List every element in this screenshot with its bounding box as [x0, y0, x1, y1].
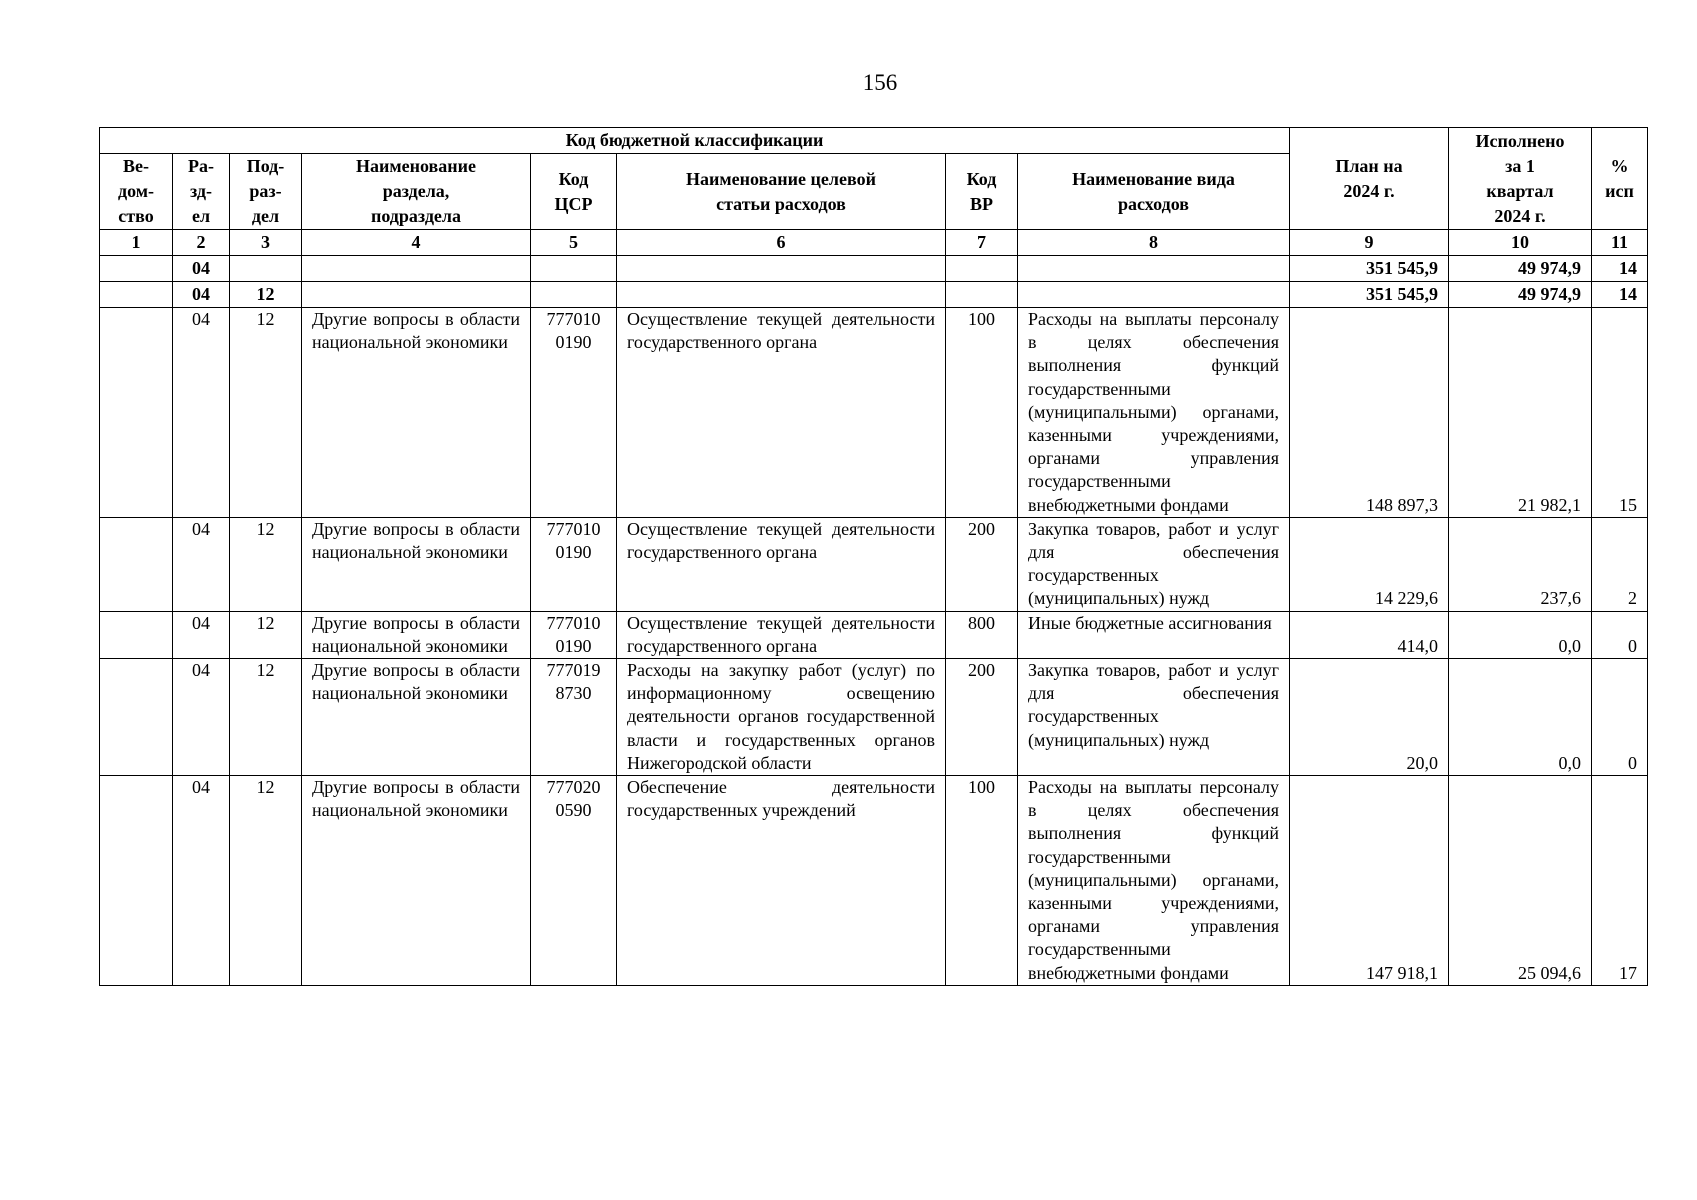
header-line: Ра-	[188, 156, 214, 176]
vr-cell	[946, 282, 1018, 308]
done-cell: 21 982,1	[1449, 308, 1592, 518]
header-plan	[1290, 128, 1449, 230]
column-number: 2	[173, 230, 230, 256]
header-plan-line: 2024 г.	[1343, 180, 1395, 201]
header-line: дом-	[117, 181, 155, 201]
section-name-cell: Другие вопросы в области национальной экономики	[302, 308, 531, 518]
header-line: ЦСР	[554, 193, 593, 214]
column-numbers-row	[100, 230, 1648, 256]
header-line: раз-	[249, 181, 282, 201]
header-percent	[1592, 128, 1648, 230]
vedomstvo-cell	[100, 308, 173, 518]
header-line: Наименование	[356, 156, 476, 176]
header-line: Код	[966, 168, 997, 189]
razdel-cell: 04	[173, 308, 230, 518]
csr-part: 777019	[546, 660, 601, 681]
razdel-cell: 04	[173, 282, 230, 308]
header-podrazdel	[230, 154, 302, 230]
header-line: зд-	[189, 181, 212, 201]
csr-part: 0590	[555, 800, 592, 821]
column-number: 3	[230, 230, 302, 256]
csr-cell	[531, 256, 617, 282]
razdel-cell: 04	[173, 517, 230, 611]
percent-cell: 14	[1592, 256, 1648, 282]
header-target-name	[617, 154, 946, 230]
vedomstvo-cell	[100, 611, 173, 658]
table-row	[100, 659, 1648, 776]
percent-cell: 2	[1592, 517, 1648, 611]
vr-cell: 200	[946, 659, 1018, 776]
summary-row	[100, 282, 1648, 308]
header-line: раздела,	[382, 181, 450, 201]
header-done-line: за 1	[1505, 155, 1535, 176]
csr-part: 8730	[555, 683, 592, 704]
section-name-cell	[302, 256, 531, 282]
section-name-cell: Другие вопросы в области национальной экономики	[302, 776, 531, 986]
header-csr	[531, 154, 617, 230]
plan-cell: 14 229,6	[1290, 517, 1449, 611]
header-line: ВР	[969, 193, 993, 214]
csr-part: 0190	[555, 332, 592, 353]
header-vedomstvo	[100, 154, 173, 230]
column-number: 11	[1592, 230, 1648, 256]
table-row	[100, 776, 1648, 986]
header-done-line: 2024 г.	[1494, 205, 1546, 226]
plan-cell: 148 897,3	[1290, 308, 1449, 518]
table-body	[100, 128, 1648, 986]
csr-cell	[531, 308, 617, 518]
podrazdel-cell: 12	[230, 282, 302, 308]
header-line: подраздела	[370, 206, 462, 226]
group-header-row	[100, 128, 1648, 154]
section-name-cell: Другие вопросы в области национальной экономики	[302, 611, 531, 658]
vr-name-cell: Расходы на выплаты персоналу в целях обеспечения выполнения функций государственными (муниципальными) органами, казенными учреждениями, органами управления государственными внебюджетными фондами	[1018, 308, 1290, 518]
page-number: 156	[862, 70, 898, 95]
percent-cell: 14	[1592, 282, 1648, 308]
column-number: 9	[1290, 230, 1449, 256]
vedomstvo-cell	[100, 282, 173, 308]
vr-name-cell: Расходы на выплаты персоналу в целях обеспечения выполнения функций государственными (муниципальными) органами, казенными учреждениями, органами управления государственными внебюджетными фондами	[1018, 776, 1290, 986]
percent-cell: 0	[1592, 611, 1648, 658]
section-name-cell	[302, 282, 531, 308]
done-cell: 237,6	[1449, 517, 1592, 611]
target-name-cell	[617, 256, 946, 282]
header-line: Код	[558, 168, 589, 189]
header-line: Ве-	[123, 156, 149, 176]
csr-part: 777010	[546, 612, 601, 633]
section-name-cell: Другие вопросы в области национальной экономики	[302, 517, 531, 611]
razdel-cell: 04	[173, 776, 230, 986]
target-name-cell: Обеспечение деятельности государственных учреждений	[617, 776, 946, 986]
header-line: дел	[251, 206, 280, 226]
razdel-cell: 04	[173, 659, 230, 776]
section-name-cell: Другие вопросы в области национальной экономики	[302, 659, 531, 776]
target-name-cell: Осуществление текущей деятельности государственного органа	[617, 611, 946, 658]
header-done-line: квартал	[1486, 180, 1554, 201]
header-done	[1449, 128, 1592, 230]
csr-part: 777020	[546, 777, 601, 798]
header-razdel	[173, 154, 230, 230]
column-number: 4	[302, 230, 531, 256]
target-name-cell	[617, 282, 946, 308]
podrazdel-cell: 12	[230, 308, 302, 518]
table-row	[100, 611, 1648, 658]
header-done-line: Исполнено	[1475, 130, 1565, 151]
plan-cell: 351 545,9	[1290, 282, 1449, 308]
podrazdel-cell: 12	[230, 517, 302, 611]
header-line: Наименование целевой	[686, 168, 876, 189]
header-vr-name	[1018, 154, 1290, 230]
vr-cell: 800	[946, 611, 1018, 658]
vr-cell: 100	[946, 776, 1018, 986]
csr-cell	[531, 776, 617, 986]
done-cell: 25 094,6	[1449, 776, 1592, 986]
csr-part: 777010	[546, 518, 601, 539]
vr-cell: 100	[946, 308, 1018, 518]
budget-table	[99, 127, 1648, 986]
podrazdel-cell: 12	[230, 776, 302, 986]
vr-name-cell	[1018, 282, 1290, 308]
csr-part: 0190	[555, 542, 592, 563]
header-vr	[946, 154, 1018, 230]
vr-cell	[946, 256, 1018, 282]
summary-row	[100, 256, 1648, 282]
podrazdel-cell: 12	[230, 659, 302, 776]
column-number: 8	[1018, 230, 1290, 256]
done-cell: 0,0	[1449, 659, 1592, 776]
column-number: 7	[946, 230, 1018, 256]
header-line: Под-	[246, 156, 285, 176]
header-section-name	[302, 154, 531, 230]
razdel-cell: 04	[173, 611, 230, 658]
plan-cell: 147 918,1	[1290, 776, 1449, 986]
done-cell: 49 974,9	[1449, 256, 1592, 282]
vr-name-cell: Иные бюджетные ассигнования	[1018, 611, 1290, 658]
table-row	[100, 308, 1648, 518]
target-name-cell: Расходы на закупку работ (услуг) по информационному освещению деятельности органов государственной власти и государственных органов Нижегородской области	[617, 659, 946, 776]
vr-name-cell: Закупка товаров, работ и услуг для обеспечения государственных (муниципальных) нужд	[1018, 517, 1290, 611]
done-cell: 49 974,9	[1449, 282, 1592, 308]
target-name-cell: Осуществление текущей деятельности государственного органа	[617, 517, 946, 611]
csr-cell	[531, 611, 617, 658]
table-row	[100, 517, 1648, 611]
done-cell: 0,0	[1449, 611, 1592, 658]
podrazdel-cell: 12	[230, 611, 302, 658]
csr-cell	[531, 517, 617, 611]
podrazdel-cell	[230, 256, 302, 282]
header-line: статьи расходов	[716, 193, 846, 214]
header-line: ство	[118, 206, 154, 226]
vr-name-cell	[1018, 256, 1290, 282]
header-line: расходов	[1118, 193, 1189, 214]
vedomstvo-cell	[100, 256, 173, 282]
header-line: Наименование вида	[1072, 168, 1235, 189]
razdel-cell: 04	[173, 256, 230, 282]
plan-cell: 351 545,9	[1290, 256, 1449, 282]
header-percent-line: исп	[1605, 180, 1634, 201]
header-line: ел	[191, 206, 211, 226]
target-name-cell: Осуществление текущей деятельности государственного органа	[617, 308, 946, 518]
vedomstvo-cell	[100, 517, 173, 611]
column-number: 10	[1449, 230, 1592, 256]
vedomstvo-cell	[100, 659, 173, 776]
csr-part: 0190	[555, 635, 592, 656]
plan-cell: 20,0	[1290, 659, 1449, 776]
column-number: 6	[617, 230, 946, 256]
percent-cell: 15	[1592, 308, 1648, 518]
percent-cell: 17	[1592, 776, 1648, 986]
csr-cell	[531, 659, 617, 776]
percent-cell: 0	[1592, 659, 1648, 776]
vr-cell: 200	[946, 517, 1018, 611]
group-header: Код бюджетной классификации	[100, 128, 1290, 154]
column-number: 5	[531, 230, 617, 256]
header-percent-line: %	[1610, 155, 1629, 176]
vr-name-cell: Закупка товаров, работ и услуг для обеспечения государственных (муниципальных) нужд	[1018, 659, 1290, 776]
plan-cell: 414,0	[1290, 611, 1449, 658]
column-number: 1	[100, 230, 173, 256]
csr-part: 777010	[546, 309, 601, 329]
csr-cell	[531, 282, 617, 308]
vedomstvo-cell	[100, 776, 173, 986]
header-plan-line: План на	[1335, 155, 1403, 176]
